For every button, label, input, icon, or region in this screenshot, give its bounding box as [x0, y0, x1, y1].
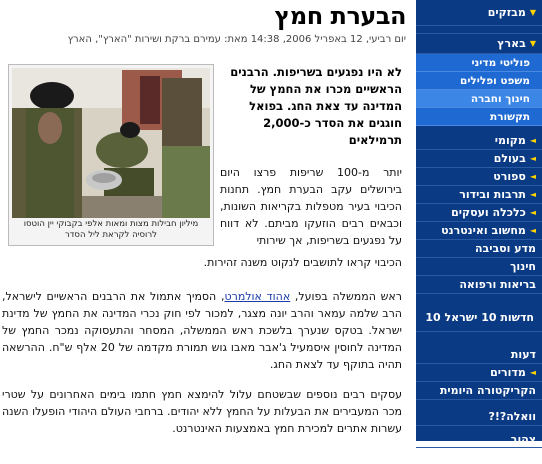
- article-lead: לא היו נפגעים בשריפות. הרבנים הראשיים מכרו את החמץ של המדינה עד צאת החג. בפואל חוגגים את הסדר כ-2,000 תרמילאים: [230, 65, 402, 147]
- sidebar-item-science[interactable]: מדע וסביבה: [416, 240, 542, 258]
- sidebar-spacer: [416, 294, 542, 304]
- article-title: הבערת חמץ: [274, 2, 406, 30]
- triangle-arrow-icon: ◄: [529, 190, 536, 199]
- article-paragraph-1-tail: הכיבוי קראו לתושבים לנקוט משנה זהירות.: [203, 256, 402, 269]
- sidebar-item-health[interactable]: בריאות ורפואה: [416, 276, 542, 294]
- sidebar-item-israel[interactable]: ▼ בארץ: [416, 34, 542, 54]
- sidebar-spacer: [416, 26, 542, 34]
- sidebar-item-flashes[interactable]: ▼ מבזקים: [416, 0, 542, 26]
- article-photo-box: [8, 64, 214, 246]
- sidebar-item-caricature[interactable]: הקריקטורה היומית: [416, 382, 542, 400]
- triangle-arrow-icon: ◄: [529, 172, 536, 181]
- article-photo[interactable]: [12, 68, 210, 218]
- article-byline: יום רביעי, 12 באפריל 2006, 14:38 מאת: עמירם ברקת ושירות "הארץ", הארץ: [67, 34, 406, 45]
- article-paragraph-3: עסקים רבים נוספים שבשטחם עלול להימצא חמץ חתמו בימים האחרונים על שטרי מכר המעבירים את הבעלות על החמץ ללא יהודים. ברחבי העולם היהודי הופעלו השנה עשרות אתרים למכירת חמץ באמצעות האינטרנט.: [2, 388, 402, 435]
- sidebar-item-news10[interactable]: חדשות 10 ישראל 10: [416, 304, 542, 332]
- triangle-arrow-icon: ◄: [529, 154, 536, 163]
- triangle-arrow-icon: ◄: [529, 226, 536, 235]
- sidebar-item-economy[interactable]: ◄ כלכלה ועסקים: [416, 204, 542, 222]
- sidebar-sub-media[interactable]: תקשורת: [416, 108, 542, 126]
- triangle-arrow-icon: ◄: [529, 136, 536, 145]
- article-paragraph-1: יותר מ-100 שריפות פרצו היום בירושלים עקב הבערת חמץ. תחנות הכיבוי בעיר מטפלות בקריאות השונות, וכבאים רבים הוזעקו מביתם. לא דווח על נפגעים בשריפות, אך שירותי: [220, 166, 402, 247]
- sidebar-item-yellow[interactable]: צהוב: [416, 432, 542, 448]
- triangle-arrow-icon: ▼: [529, 8, 536, 17]
- sidebar-item-columns[interactable]: ◄ מדורים: [416, 364, 542, 382]
- sidebar-sub-education[interactable]: חינוך וחברה: [416, 90, 542, 108]
- sidebar-item-opinions[interactable]: דעות: [416, 346, 542, 364]
- olmert-link[interactable]: אהוד אולמרט: [224, 290, 291, 303]
- paragraph-2-rest: , הסמיך אתמול את הרבנים הראשיים לישראל, הרב שלמה עמאר והרב יונה מצגר, למכור לפי חוק נכרי המדינה את החמץ של מדינת ישראל. בטקס שנערך בלשכת ראש הממשלה, המסחר והתעסוקה נמכר החמץ של המדינה לחוסין איסמעיל ג'אבר מאבו גוש תמורת מקדמה של 20 אלף ש"ח. ההרשאה תהיה בתוקף עד לצאת החג.: [2, 290, 402, 371]
- sidebar-item-walla[interactable]: וואלה?!?: [416, 408, 542, 426]
- paragraph-2-start: ראש הממשלה בפועל,: [290, 290, 402, 303]
- sidebar-spacer: [416, 332, 542, 346]
- sidebar-sub-law[interactable]: משפט ופלילים: [416, 72, 542, 90]
- sidebar-item-sport[interactable]: ◄ ספורט: [416, 168, 542, 186]
- sidebar-item-photo-of-day[interactable]: תמונת היום: [478, 449, 536, 463]
- sidebar-item-culture[interactable]: ◄ תרבות ובידור: [416, 186, 542, 204]
- triangle-arrow-icon: ▼: [529, 39, 536, 48]
- triangle-arrow-icon: ◄: [529, 368, 536, 377]
- triangle-arrow-icon: ◄: [529, 208, 536, 217]
- photo-caption: מיליון חבילות מצות ומאות אלפי בקבוקי יין הוטסו לרוסיה לקראת ליל הסדר: [23, 219, 199, 240]
- sidebar-item-world[interactable]: ◄ בעולם: [416, 150, 542, 168]
- article-paragraph-2: [2, 288, 402, 373]
- sidebar-item-education[interactable]: חינוך: [416, 258, 542, 276]
- sidebar-spacer: [416, 400, 542, 408]
- sidebar-item-local[interactable]: ◄ מקומי: [416, 132, 542, 150]
- nav-sidebar: [416, 0, 542, 463]
- sidebar-sub-political[interactable]: פוליטי מדיני: [416, 54, 542, 72]
- sidebar-item-computing[interactable]: ◄ מחשוב ואינטרנט: [416, 222, 542, 240]
